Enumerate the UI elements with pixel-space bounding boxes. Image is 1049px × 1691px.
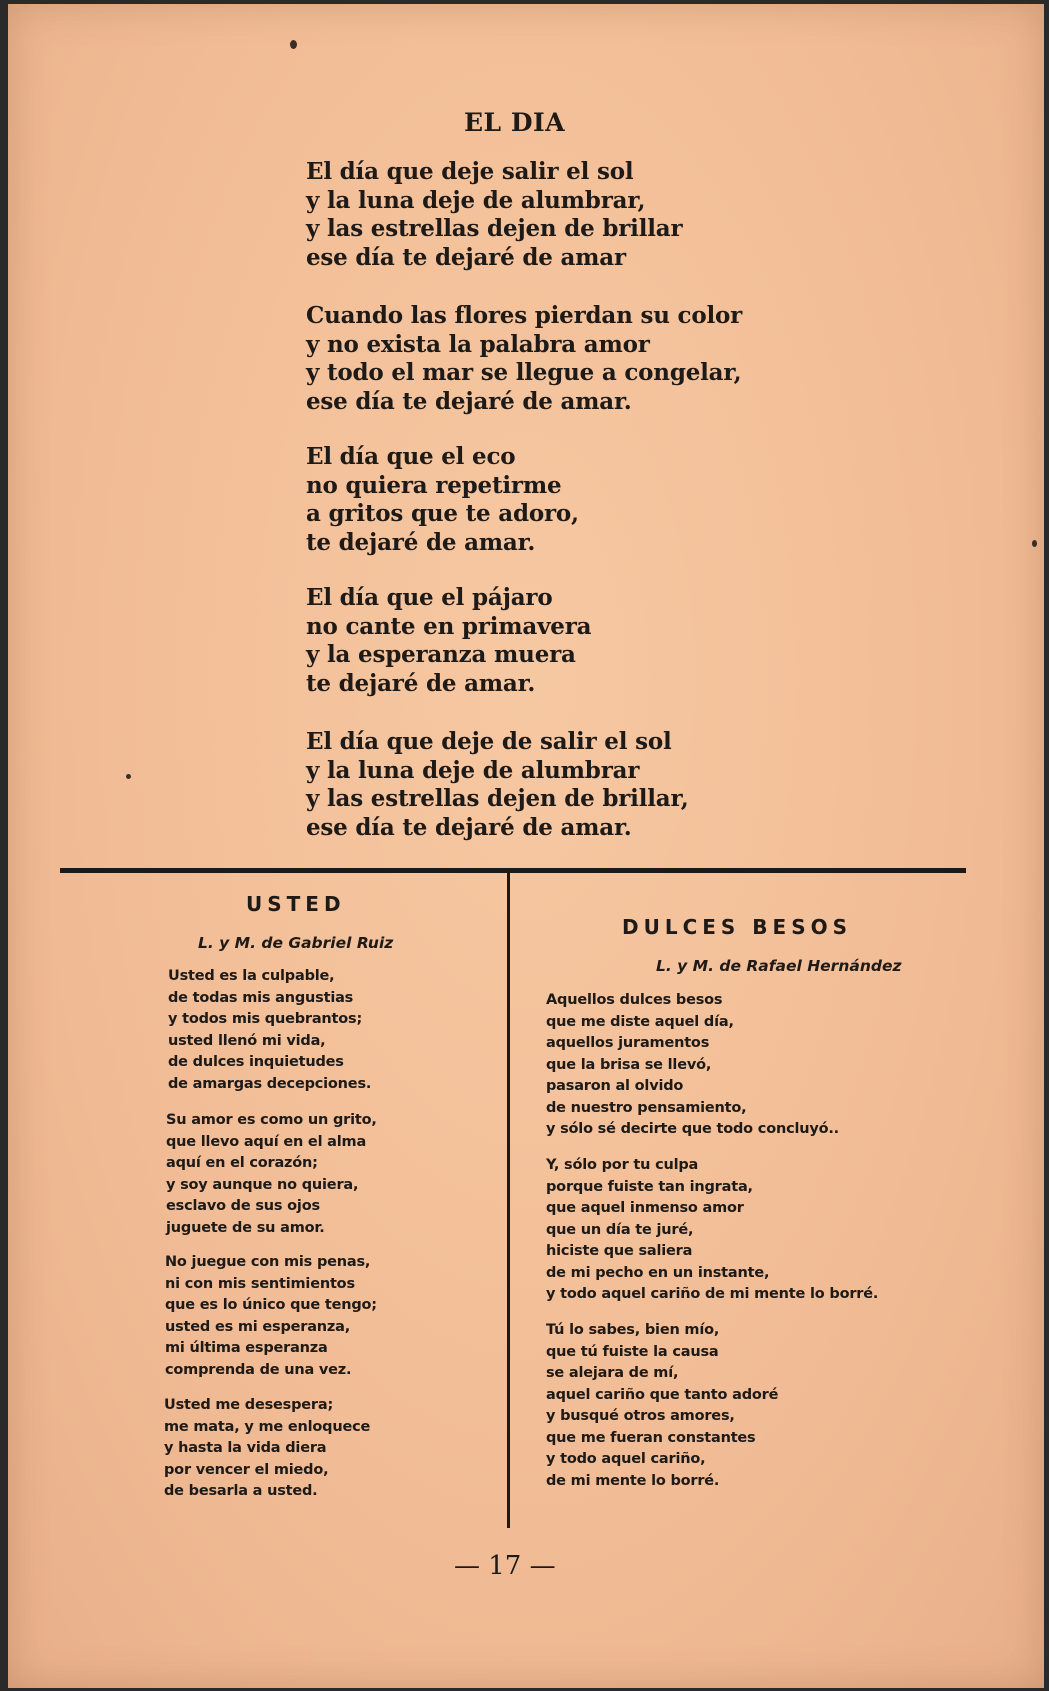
verse-line: y no exista la palabra amor [306, 330, 650, 358]
verse-line: comprenda de una vez. [165, 1361, 352, 1378]
verse-line: por vencer el miedo, [164, 1461, 329, 1478]
verse-line: juguete de su amor. [166, 1219, 325, 1236]
verse-line: y la esperanza muera [306, 641, 576, 668]
verse-line: y busqué otros amores, [546, 1408, 735, 1424]
verse-line: aquellos juramentos [546, 1035, 710, 1051]
stanza-2 [306, 302, 742, 416]
verse-line: El día que deje salir el sol [306, 158, 634, 185]
verse-line: que tú fuiste la causa [546, 1343, 719, 1360]
verse-line: ese día te dejaré de amar. [306, 813, 632, 841]
left-stanza-1 [168, 966, 371, 1095]
paper-speck [290, 40, 297, 49]
right-column-byline: L. y M. de Rafael Hernández [656, 957, 902, 975]
verse-line: usted es mi esperanza, [165, 1318, 351, 1335]
verse-line: me mata, y me enloquece [164, 1418, 371, 1435]
verse-line: de mi pecho en un instante, [546, 1264, 770, 1281]
verse-line: aquí en el corazón; [166, 1155, 318, 1171]
stanza-4 [306, 584, 591, 698]
verse-line: y todo el mar se llegue a congelar, [306, 359, 742, 386]
verse-line: y todo aquel cariño, [546, 1451, 706, 1467]
verse-line: El día que el eco [306, 443, 516, 470]
page-number: — 17 — [454, 1551, 556, 1581]
left-stanza-3 [165, 1252, 377, 1381]
verse-line: y las estrellas dejen de brillar [306, 215, 683, 242]
verse-line: usted llenó mi vida, [168, 1032, 326, 1049]
verse-line: de todas mis angustias [168, 989, 354, 1006]
left-stanza-2 [166, 1110, 377, 1239]
verse-line: El día que el pájaro [306, 584, 553, 611]
verse-line: esclavo de sus ojos [166, 1198, 320, 1214]
verse-line: que un día te juré, [546, 1221, 694, 1238]
verse-line: y todos mis quebrantos; [168, 1011, 363, 1027]
verse-line: mi última esperanza [165, 1340, 328, 1356]
verse-line: y hasta la vida diera [164, 1440, 327, 1456]
vertical-divider [507, 873, 510, 1528]
verse-line: que la brisa se llevó, [546, 1056, 712, 1073]
verse-line: de amargas decepciones. [168, 1075, 372, 1092]
verse-line: pasaron al olvido [546, 1078, 684, 1094]
verse-line: te dejaré de amar. [306, 669, 536, 697]
right-stanza-3 [546, 1320, 778, 1492]
verse-line: y soy aunque no quiera, [166, 1176, 359, 1193]
verse-line: de nuestro pensamiento, [546, 1099, 747, 1116]
verse-line: El día que deje de salir el sol [306, 728, 672, 755]
song-page [8, 4, 1044, 1688]
verse-line: Y, sólo por tu culpa [546, 1157, 699, 1173]
verse-line: de besarla a usted. [164, 1483, 318, 1499]
verse-line: que aquel inmenso amor [546, 1200, 744, 1216]
verse-line: ese día te dejaré de amar. [306, 387, 632, 415]
verse-line: Usted me desespera; [164, 1397, 334, 1413]
right-column-title: DULCES BESOS [622, 915, 853, 939]
verse-line: de dulces inquietudes [168, 1054, 344, 1070]
stanza-3 [306, 443, 579, 557]
verse-line: Usted es la culpable, [168, 968, 335, 984]
verse-line: hiciste que saliera [546, 1243, 693, 1259]
verse-line: Aquellos dulces besos [546, 992, 723, 1008]
verse-line: no cante en primavera [306, 612, 592, 640]
verse-line: se alejara de mí, [546, 1365, 679, 1381]
verse-line: y las estrellas dejen de brillar, [306, 785, 689, 812]
verse-line: Su amor es como un grito, [166, 1112, 377, 1128]
verse-line: que me diste aquel día, [546, 1013, 734, 1030]
horizontal-divider [60, 868, 966, 873]
verse-line: y sólo sé decirte que todo concluyó.. [546, 1121, 839, 1137]
paper-speck [1032, 540, 1037, 547]
right-stanza-2 [546, 1155, 878, 1306]
verse-line: de mi mente lo borré. [546, 1472, 720, 1489]
verse-line: te dejaré de amar. [306, 528, 536, 556]
verse-line: que es lo único que tengo; [165, 1297, 377, 1313]
stanza-5 [306, 728, 689, 842]
right-stanza-1 [546, 990, 839, 1141]
verse-line: a gritos que te adoro, [306, 500, 579, 527]
verse-line: y la luna deje de alumbrar, [306, 186, 646, 214]
left-column-title: USTED [246, 892, 346, 916]
verse-line: no quiera repetirme [306, 471, 562, 499]
verse-line: y todo aquel cariño de mi mente lo borré. [546, 1286, 879, 1302]
stanza-1 [306, 158, 682, 272]
verse-line: y la luna deje de alumbrar [306, 756, 640, 784]
page-title: EL DIA [464, 108, 566, 137]
verse-line: ese día te dejaré de amar [306, 243, 626, 271]
left-column-byline: L. y M. de Gabriel Ruiz [198, 934, 394, 952]
verse-line: Tú lo sabes, bien mío, [546, 1322, 720, 1338]
left-stanza-4 [164, 1395, 370, 1503]
verse-line: Cuando las flores pierdan su color [306, 302, 743, 329]
verse-line: No juegue con mis penas, [165, 1254, 371, 1270]
verse-line: ni con mis sentimientos [165, 1275, 355, 1292]
paper-speck [126, 774, 131, 779]
verse-line: que llevo aquí en el alma [166, 1133, 367, 1150]
verse-line: aquel cariño que tanto adoré [546, 1386, 779, 1403]
verse-line: que me fueran constantes [546, 1429, 756, 1446]
verse-line: porque fuiste tan ingrata, [546, 1178, 753, 1195]
